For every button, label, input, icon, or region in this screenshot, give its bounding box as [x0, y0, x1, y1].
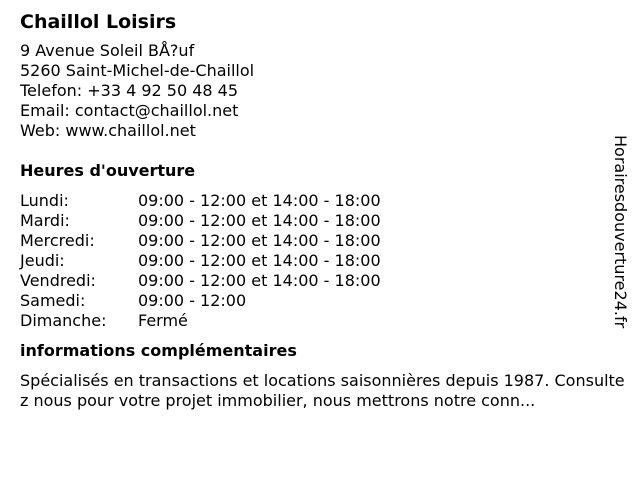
hours-row-mardi: [20, 211, 620, 231]
time-value: 09:00 - 12:00 et 14:00 - 18:00: [138, 251, 381, 270]
hours-table: [20, 191, 620, 331]
phone-number: Telefon: +33 4 92 50 48 45: [20, 81, 239, 100]
day-label: Mardi:: [20, 211, 70, 230]
hours-row-vendredi: [20, 271, 620, 291]
time-value: Fermé: [138, 311, 188, 330]
hours-row-jeudi: [20, 251, 620, 271]
time-value: 09:00 - 12:00 et 14:00 - 18:00: [138, 271, 381, 290]
day-label: Dimanche:: [20, 311, 107, 330]
day-label: Lundi:: [20, 191, 69, 210]
site-watermark-label: Horairesdouverture24.fr: [611, 135, 630, 329]
day-label: Vendredi:: [20, 271, 96, 290]
additional-info-text: Spécialisés en transactions et locations saisonnières depuis 1987. Consultez nous pour votre projet immobilier, nous mettrons notre conn...: [20, 371, 625, 410]
opening-hours-title: Heures d'ouverture: [20, 161, 196, 180]
day-label: Samedi:: [20, 291, 86, 310]
email-address: Email: contact@chaillol.net: [20, 101, 239, 120]
time-value: 09:00 - 12:00 et 14:00 - 18:00: [138, 191, 381, 210]
city-address: 5260 Saint-Michel-de-Chaillol: [20, 61, 255, 80]
time-value: 09:00 - 12:00 et 14:00 - 18:00: [138, 211, 381, 230]
opening-hours-section: [20, 161, 620, 331]
website: Web: www.chaillol.net: [20, 121, 196, 140]
hours-row-lundi: [20, 191, 620, 211]
additional-info-section: [20, 341, 625, 411]
address-block: [20, 41, 620, 141]
street-address: 9 Avenue Soleil BÅ?uf: [20, 41, 195, 60]
hours-row-mercredi: [20, 231, 620, 251]
business-name: Chaillol Loisirs: [20, 11, 177, 33]
hours-row-samedi: [20, 291, 620, 311]
additional-info-title: informations complémentaires: [20, 341, 297, 360]
time-value: 09:00 - 12:00: [138, 291, 247, 310]
day-label: Jeudi:: [20, 251, 65, 270]
day-label: Mercredi:: [20, 231, 95, 250]
time-value: 09:00 - 12:00 et 14:00 - 18:00: [138, 231, 381, 250]
hours-row-dimanche: [20, 311, 620, 331]
